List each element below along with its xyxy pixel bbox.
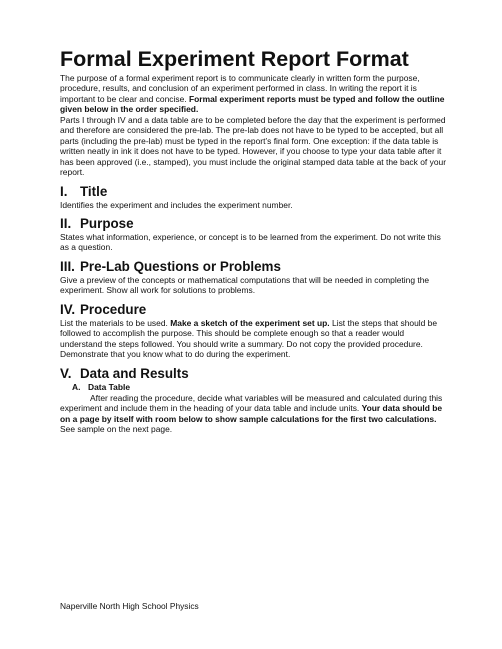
procedure-text-bold: Make a sketch of the experiment set up. <box>170 317 330 328</box>
data-table-text-bold: Your data should be on a page by itself with room below to show sample calculations for the first two calculations. <box>60 403 443 424</box>
procedure-text-c: List the steps that should be followed to accomplish the purpose. This should be complete enough so that a reader would understand the steps followed. You should write a summary. Do not copy the provided procedure. Demonstrate that you know what to do during the experiment. <box>60 317 438 360</box>
section-heading-text: Data and Results <box>80 365 189 381</box>
data-table-text-a: After reading the procedure, decide what variables will be measured and calculated during this experiment and include them in the heading of your data table and include units. <box>60 392 443 414</box>
section-body-title: Identifies the experiment and includes the experiment number. <box>60 199 293 210</box>
section-heading-procedure <box>60 302 448 317</box>
section-number: II. <box>60 215 72 231</box>
section-number: III. <box>60 258 75 274</box>
section-number: IV. <box>60 301 76 317</box>
subsection-number: A. <box>72 381 81 392</box>
page-footer: Naperville North High School Physics <box>60 601 199 611</box>
section-heading-text: Purpose <box>80 215 134 231</box>
section-body-prelab: Give a preview of the concepts or mathematical computations that will be needed in completing the experiment. Show all work for solutions to problems. <box>60 274 430 296</box>
section-heading-prelab <box>60 259 448 274</box>
intro-paragraph-2: Parts I through IV and a data table are to be completed before the day that the experiment is performed and therefore are considered the pre-lab. The pre-lab does not have to be typed to be accepted, but all parts (including the pre-lab) must be typed in the report’s final form. One exception: if the data table is written neatly in ink it does not have to be typed. However, if you choose to type your data table after it has been approved (i.e., stamped), you must include the original stamped data table at the back of your report. <box>60 114 447 178</box>
section-heading-text: Pre-Lab Questions or Problems <box>80 258 281 274</box>
intro-paragraph-1-bold: Formal experiment reports must be typed and follow the outline given below in the order specified. <box>60 93 445 115</box>
section-heading-text: Title <box>80 183 108 199</box>
section-heading-title <box>60 184 448 199</box>
intro-paragraph-1-text: The purpose of a formal experiment report is to communicate clearly in written form the purpose, procedure, results, and conclusion of an experiment performed in class. In writing the report it is important to be clear and concise. <box>60 73 420 104</box>
subsection-heading-data-table <box>72 382 448 393</box>
section-heading-data-results <box>60 366 448 381</box>
intro-paragraph-1 <box>60 73 448 115</box>
document-content <box>60 46 448 434</box>
section-number: V. <box>60 365 72 381</box>
procedure-text-a: List the materials to be used. <box>60 317 171 328</box>
section-heading-purpose <box>60 216 448 231</box>
subsection-body-data-table <box>60 393 448 435</box>
section-body-procedure <box>60 318 448 360</box>
data-table-text-c: See sample on the next page. <box>60 423 173 434</box>
section-number: I. <box>60 183 68 199</box>
section-heading-text: Procedure <box>80 301 147 317</box>
document-title: Formal Experiment Report Format <box>60 47 409 71</box>
section-body-purpose: States what information, experience, or concept is to be learned from the experiment. Do not write this as a question. <box>60 231 441 253</box>
subsection-heading-text: Data Table <box>88 381 131 392</box>
